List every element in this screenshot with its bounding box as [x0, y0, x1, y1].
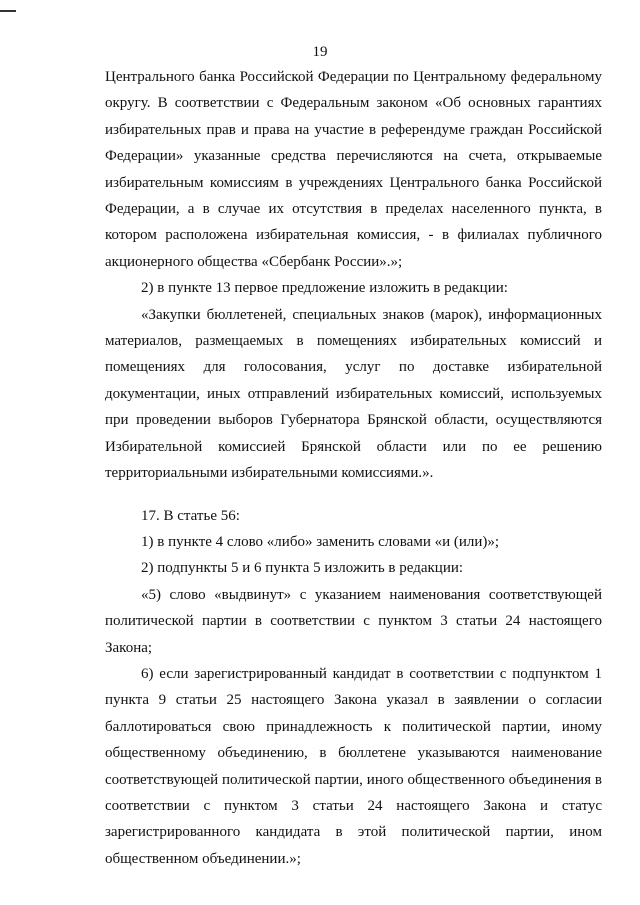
document-body: [105, 64, 602, 872]
paragraph-article-56-heading: 17. В статье 56:: [141, 507, 240, 524]
paragraph-item-2-subpoints: 2) подпункты 5 и 6 пункта 5 изложить в редакции:: [141, 560, 464, 577]
paragraph-quoted-procurement: «Закупки бюллетеней, специальных знаков (марок), информационных материалов, размещаемых в помещениях избирательных комиссий и помещениях для голосования, услуг по доставке избирательной документации, иных отправлений избирательных комиссий, используемых при проведении выборов Губернатора Брянской области, осуществляются Избирательной комиссией Брянской области или по ее решению территориальными избирательными комиссиями.».: [105, 306, 602, 482]
paragraph-continuation: Центрального банка Российской Федерации по Центральному федеральному округу. В соответствии с Федеральным законом «Об основных гарантиях избирательных прав и права на участие в референдуме граждан Российской Федерации» указанные средства перечисляются на счета, открываемые избирательным комиссиям в учреждениях Центрального банка Российской Федерации, а в случае их отсутствия в пределах населенного пункта, в котором расположена избирательная комиссия, - в филиалах публичного акционерного общества «Сбербанк России».»;: [105, 69, 602, 270]
page-number: 19: [312, 44, 328, 60]
scan-edge-mark: [0, 10, 16, 12]
paragraph-subpoint-5: «5) слово «выдвинут» с указанием наименования соответствующей политической партии в соответствии с пунктом 3 статьи 24 настоящего Закона;: [105, 586, 602, 656]
paragraph-subpoint-6: 6) если зарегистрированный кандидат в соответствии с подпунктом 1 пункта 9 статьи 25 настоящего Закона указал в заявлении о согласии баллотироваться свою принадлежность к политической партии, иному общественному объединению, в бюллетене указываются наименование соответствующей политической партии, иного общественного объединения в соответствии с пунктом 3 статьи 24 настоящего Закона и статус зарегистрированного кандидата в этой политической партии, ином общественном объединении.»;: [105, 665, 602, 867]
paragraph-spacer: [105, 487, 602, 503]
paragraph-item-2-point-13: 2) в пункте 13 первое предложение изложить в редакции:: [141, 280, 508, 297]
paragraph-item-1-point-4: 1) в пункте 4 слово «либо» заменить словами «и (или)»;: [141, 533, 500, 550]
